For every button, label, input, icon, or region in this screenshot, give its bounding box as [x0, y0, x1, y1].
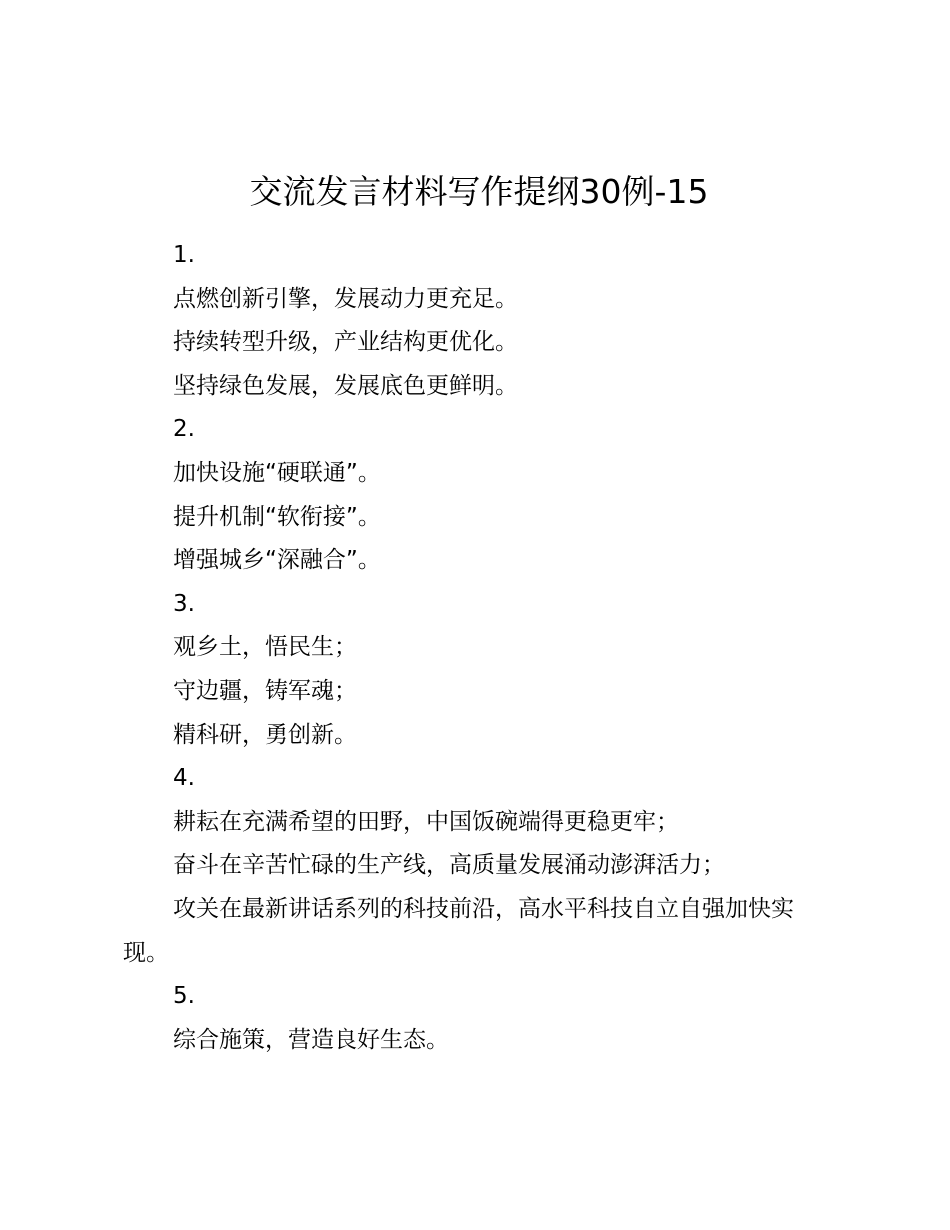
- section-number: 4.: [173, 765, 195, 792]
- paragraph-line: 提升机制“软衔接”。: [173, 503, 381, 530]
- paragraph-line: 持续转型升级，产业结构更优化。: [173, 329, 518, 356]
- paragraph-line: 守边疆，铸军魂；: [173, 677, 357, 704]
- paragraph-line: 点燃创新引擎，发展动力更充足。: [173, 285, 518, 312]
- document-title: 交流发言材料写作提纲30例-15: [249, 172, 709, 211]
- paragraph-line: 奋斗在辛苦忙碌的生产线，高质量发展涌动澎湃活力；: [173, 852, 725, 879]
- section-number: 2.: [173, 416, 195, 443]
- paragraph-line: 坚持绿色发展，发展底色更鲜明。: [173, 372, 518, 399]
- paragraph-line: 观乡土，悟民生；: [173, 634, 357, 661]
- paragraph-line: 耕耘在充满希望的田野，中国饭碗端得更稳更牢；: [173, 808, 679, 835]
- paragraph-line: 攻关在最新讲话系列的科技前沿，高水平科技自立自强加快实现。: [123, 895, 794, 966]
- section-number: 1.: [173, 242, 195, 268]
- section-number: 3.: [173, 590, 195, 617]
- section-number: 5.: [173, 983, 195, 1010]
- paragraph-line: 精科研，勇创新。: [173, 721, 357, 748]
- paragraph-line: 综合施策，营造良好生态。: [173, 1026, 449, 1053]
- document-body: [123, 234, 833, 1062]
- paragraph-line: 增强城乡“深融合”。: [173, 547, 381, 574]
- paragraph-line: 加快设施“硬联通”。: [173, 459, 381, 486]
